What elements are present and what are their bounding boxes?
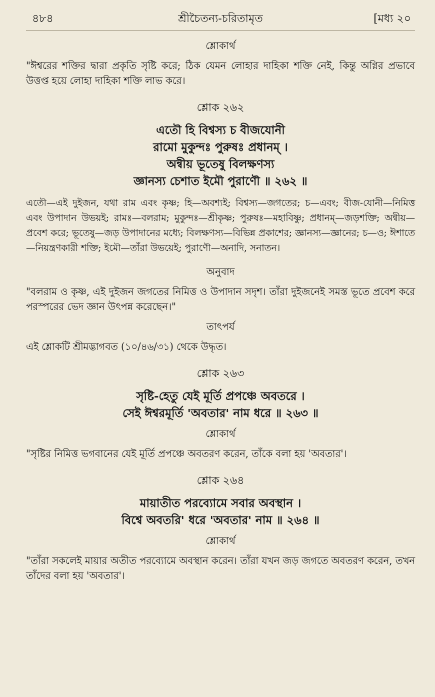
meaning-label: শ্লোকার্থ [205, 429, 236, 441]
word-meanings: এতৌ—এই দুইজন, যথা রাম এবং কৃষ্ণ; হি—অবশ্যই; বিশ্বস্য—জগতের; চ—এবং; বীজ-যোনী—নিমিত্ত এবং উপাদান উভয়ই; রামঃ—বলরাম; মুকুন্দঃ—শ্রীকৃষ্ণ; পুরুষঃ—মহাবিষ্ণু; প্রধানম্—জড়শক্তি; অন্বীয়—প্রবেশ করে; ভূতেষু—জড় উপাদানের মধ্যে; বিলক্ষণস্য—বিভিন্ন প্রকাশের; জ্ঞানস্য—জ্ঞানের; চ—ও; ঈশাতে—নিয়ন্ত্রণকারী শক্তি; ইমৌ—তাঁরা উভয়েই; পুরাণৌ—অনাদি, সনাতন। [26, 198, 415, 254]
verse-line: এতৌ হি বিশ্বস্য চ বীজযোনী [156, 123, 285, 137]
verse-line: বিশ্বে অবতরি' ধরে 'অবতার' নাম ॥ ২৬৪ ॥ [121, 513, 320, 528]
meaning-label: শ্লোকার্থ [205, 41, 236, 52]
meaning-label: শ্লোকার্থ [205, 536, 236, 548]
verse-line: মায়াতীত পরব্যোমে সবার অবস্থান । [139, 496, 302, 511]
translation-label: অনুবাদ [206, 267, 235, 279]
verse-line: অন্বীয় ভূতেষু বিলক্ষণস্য [166, 157, 275, 171]
sloka-263-verse [26, 388, 415, 422]
sloka-264-verse [26, 495, 415, 529]
page-number: ৪৮৪ [32, 12, 54, 25]
chapter-label: [মধ্য ২০ [373, 12, 411, 25]
verse-line: জ্ঞানস্য চেশাত ইমৌ পুরাণৌ ॥ ২৬২ ॥ [133, 174, 308, 188]
meaning-text: "তাঁরা সকলেই মায়ার অতীত পরব্যোমে অবস্থান করেন। তাঁরা যখন জড় জগতে অবতরণ করেন, তখন তাঁদের বলা হয় 'অবতার'। [26, 556, 415, 583]
verse-line: সৃষ্টি-হেতু যেই মূর্তি প্রপঞ্চে অবতরে । [136, 389, 305, 404]
purport-label: তাৎপর্য [206, 322, 235, 334]
meaning-text: "সৃষ্টির নিমিত্ত ভগবানের যেই মূর্তি প্রপঞ্চে অবতরণ করেন, তাঁকে বলা হয় 'অবতার'। [26, 449, 347, 461]
book-title: শ্রীচৈতন্য-চরিতামৃত [178, 12, 263, 25]
verse-line: সেই ঈশ্বরমূর্তি 'অবতার' নাম ধরে ॥ ২৬৩ ॥ [122, 406, 319, 421]
sloka-262-label: শ্লোক ২৬২ [196, 101, 245, 114]
translation-text: "বলরাম ও কৃষ্ণ, এই দুইজন জগতের নিমিত্ত ও উপাদান সদৃশ। তাঁরা দুইজনেই সমস্ত ভূতে প্রবেশ করে পরস্পরের ভেদ জ্ঞান উৎপন্ন করেছেন।" [26, 287, 415, 314]
purport-text: এই শ্লোকটি শ্রীমদ্ভাগবত (১০/৪৬/৩১) থেকে উদ্ধৃত। [26, 342, 227, 354]
sloka-264-label: শ্লোক ২৬৪ [196, 474, 245, 488]
page-header [26, 8, 415, 31]
sloka-262-verse [26, 122, 415, 190]
sloka-263-label: শ্লোক ২৬৩ [196, 367, 245, 381]
verse-line: রামো মুকুন্দঃ পুরুষঃ প্রধানম্ । [153, 140, 288, 154]
meaning-text: "ঈশ্বরের শক্তির দ্বারা প্রকৃতি সৃষ্টি করে; ঠিক যেমন লোহার দাহিকা শক্তি নেই, কিন্তু অগ্নির প্রভাবে উত্তপ্ত হয়ে লোহা দাহিকা শক্তি লাভ করে। [26, 61, 415, 87]
